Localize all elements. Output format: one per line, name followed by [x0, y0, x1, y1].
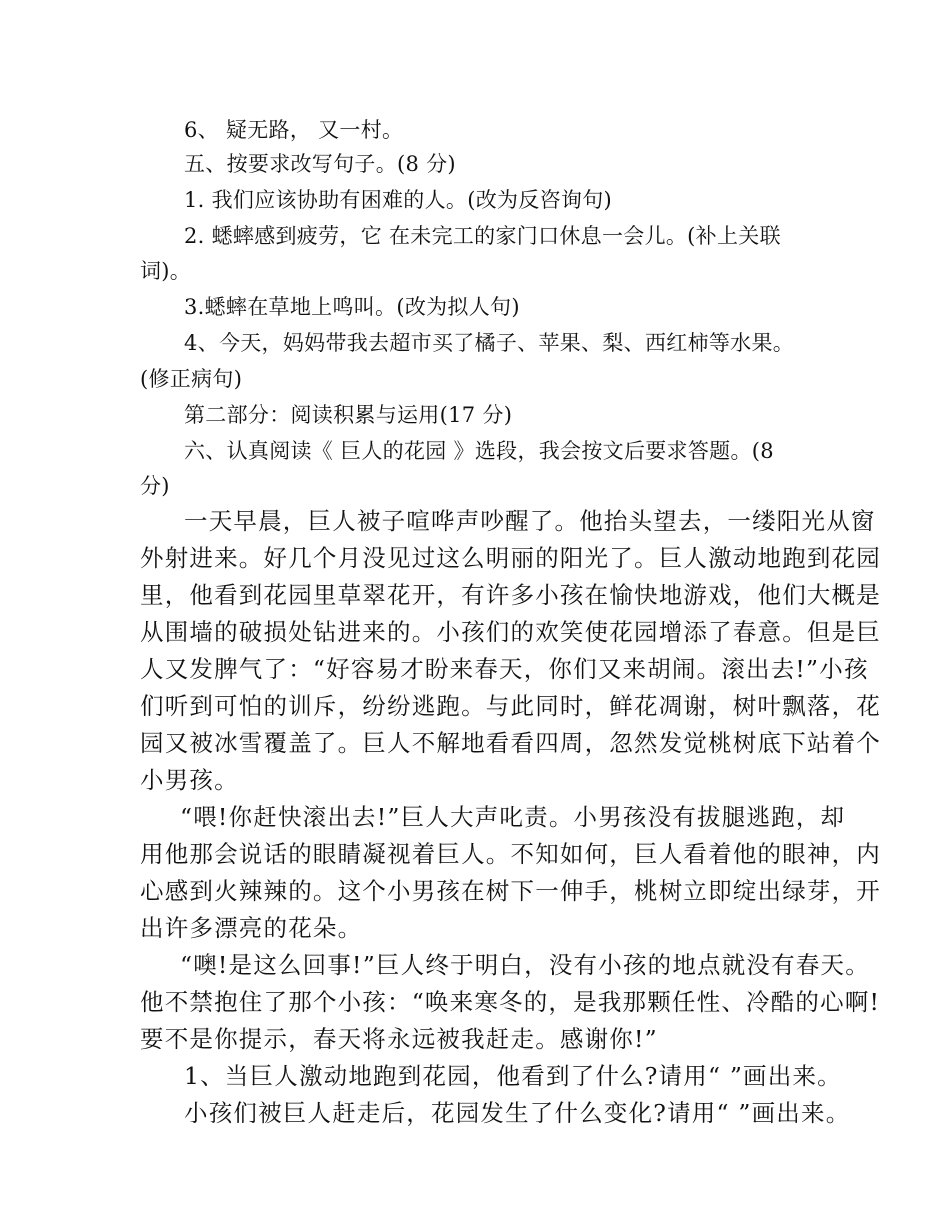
passage-line: 外射进来。好几个月没见过这么明丽的阳光了。巨人激动地跑到花园 — [140, 544, 881, 572]
question-item-6: 6、 疑无路， 又一村。 — [184, 118, 404, 142]
part-two-heading: 第二部分：阅读积累与运用(17 分) — [184, 403, 513, 427]
section-six-heading: 六、认真阅读《 巨人的花园 》选段，我会按文后要求答题。(8 — [184, 439, 774, 463]
rewrite-item-4-continued: (修正病句) — [140, 367, 243, 391]
rewrite-item-4: 4、今天，妈妈带我去超市买了橘子、苹果、梨、西红柿等水果。 — [184, 331, 795, 355]
passage-line: 出许多漂亮的花朵。 — [140, 914, 363, 942]
passage-line: 一天早晨，巨人被子喧哗声吵醒了。他抬头望去，一缕阳光从窗 — [184, 507, 876, 535]
passage-line: 他不禁抱住了那个小孩：“唤来寒冬的，是我那颗任性、冷酷的心啊! — [140, 988, 881, 1016]
passage-line: 要不是你提示，春天将永远被我赶走。感谢你!” — [140, 1025, 658, 1053]
reading-question-1-part-2: 小孩们被巨人赶走后，花园发生了什么变化?请用“ ”画出来。 — [184, 1099, 851, 1127]
passage-line: “喂!你赶快滚出去!”巨人大声叱责。小男孩没有拔腿逃跑，却 — [180, 803, 846, 831]
passage-line: 从围墙的破损处钻进来的。小孩们的欢笑使花园增添了春意。但是巨 — [140, 618, 881, 646]
passage-line: 用他那会说话的眼睛凝视着巨人。不知如何，巨人看着他的眼神，内 — [140, 840, 881, 868]
section-six-heading-continued: 分) — [140, 474, 170, 498]
passage-line: 园又被冰雪覆盖了。巨人不解地看看四周，忽然发觉桃树底下站着个 — [140, 729, 881, 757]
rewrite-item-3: 3.蟋蟀在草地上鸣叫。(改为拟人句) — [184, 295, 520, 319]
passage-line: 们听到可怕的训斥，纷纷逃跑。与此同时，鲜花凋谢，树叶飘落，花 — [140, 692, 881, 720]
passage-line: “噢!是这么回事!”巨人终于明白，没有小孩的地点就没有春天。 — [180, 951, 870, 979]
passage-line: 里，他看到花园里草翠花开，有许多小孩在愉快地游戏，他们大概是 — [140, 581, 881, 609]
passage-line: 心感到火辣辣的。这个小男孩在树下一伸手，桃树立即绽出绿芽，开 — [140, 877, 881, 905]
rewrite-item-2-continued: 词)。 — [140, 259, 192, 283]
section-five-heading: 五、按要求改写句子。(8 分) — [184, 152, 456, 176]
passage-line: 小男孩。 — [140, 766, 239, 794]
reading-question-1: 1、当巨人激动地跑到花园，他看到了什么?请用“ ”画出来。 — [184, 1062, 842, 1090]
rewrite-item-1: 1. 我们应该协助有困难的人。(改为反咨询句) — [184, 188, 612, 212]
rewrite-item-2: 2. 蟋蟀感到疲劳，它 在未完工的家门口休息一会儿。(补上关联 — [184, 224, 781, 248]
passage-line: 人又发脾气了：“好容易才盼来春天，你们又来胡闹。滚出去!”小孩 — [140, 655, 869, 683]
